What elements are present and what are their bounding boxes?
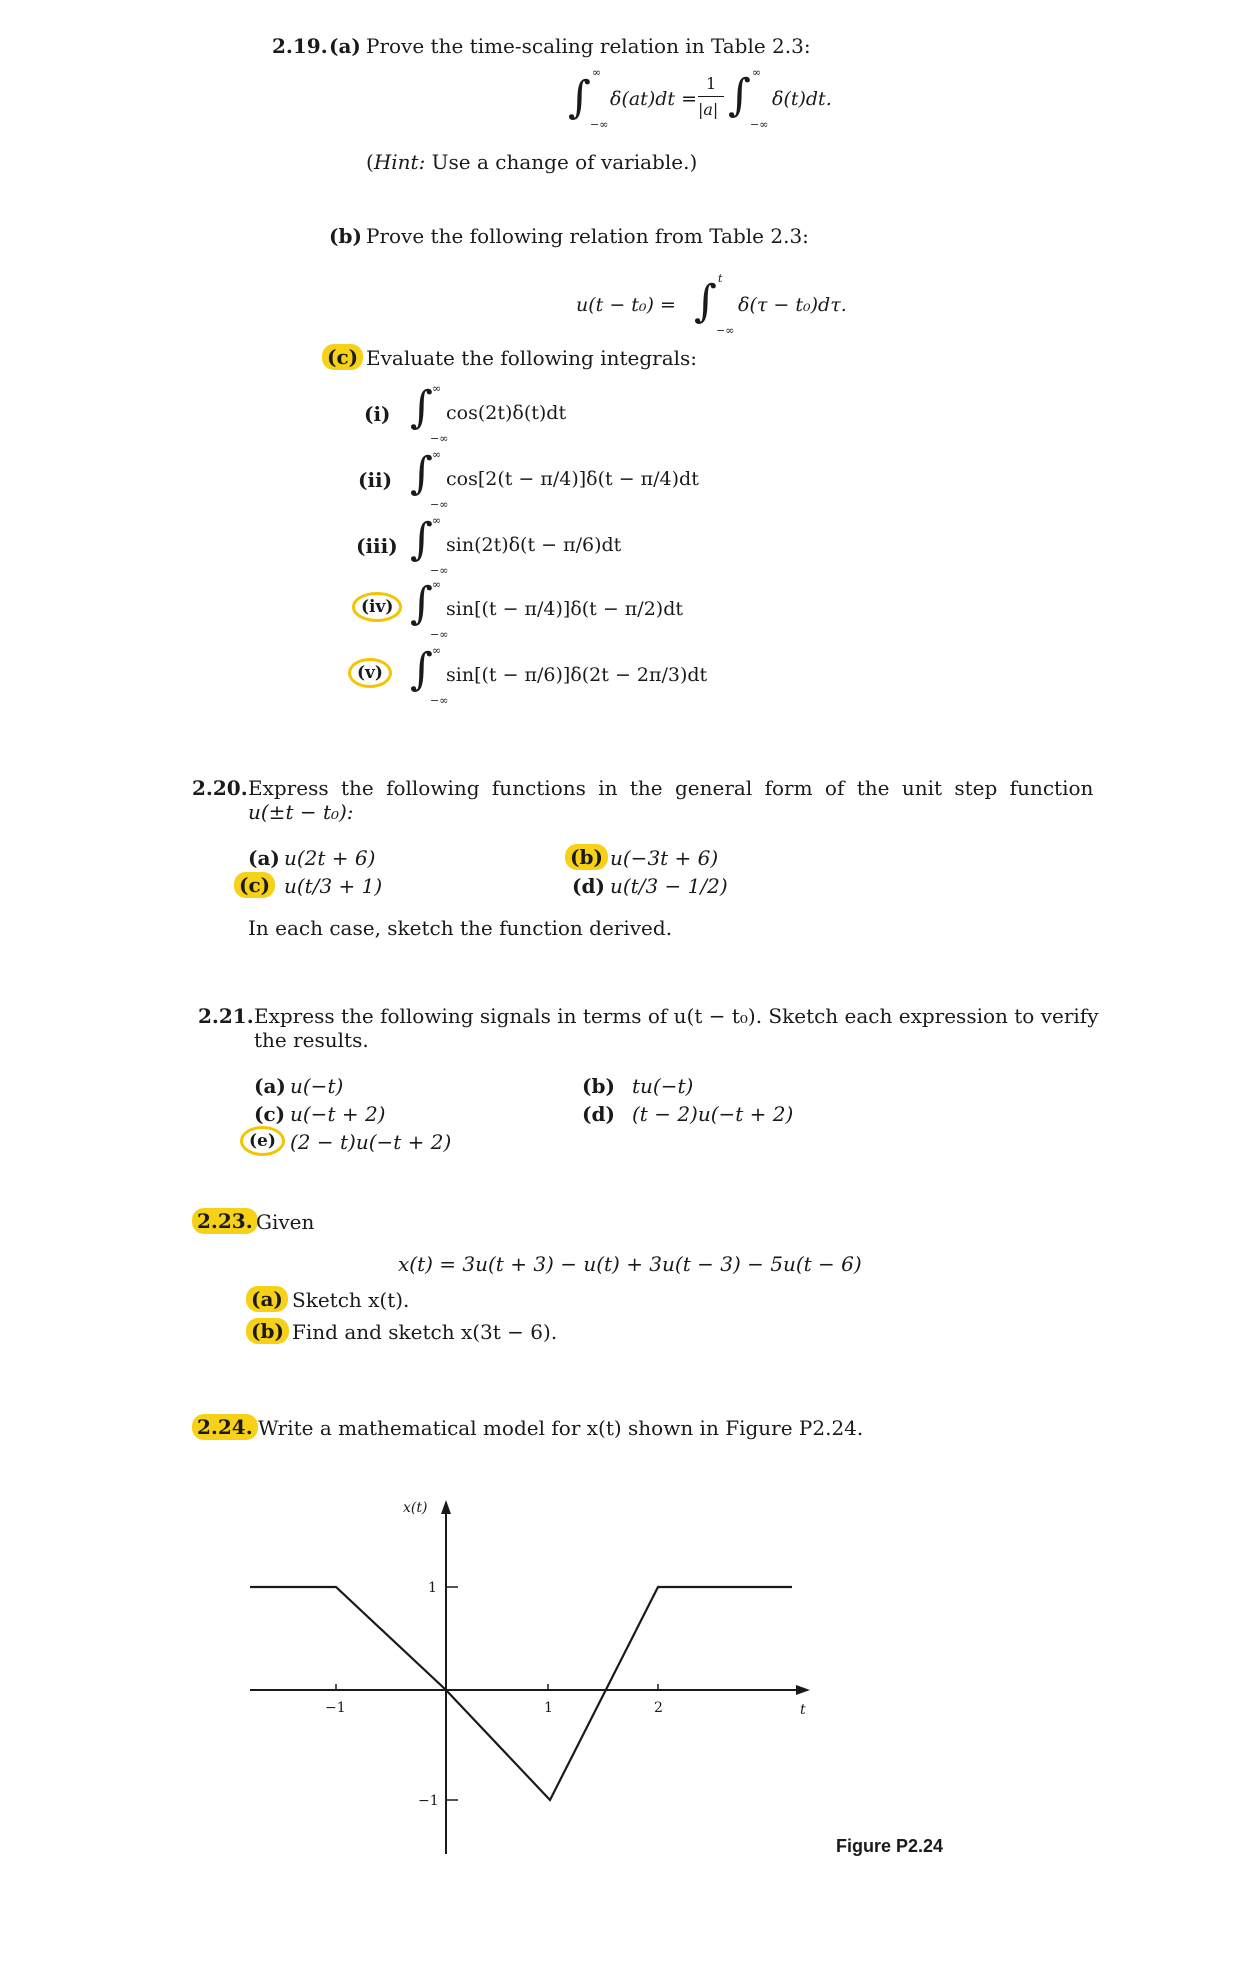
p220-a-label: (a) xyxy=(248,846,280,870)
integral-sign: ∫ xyxy=(410,644,433,695)
integral-sign: ∫ xyxy=(728,70,751,121)
problem-2-19-c-label: (c) xyxy=(322,344,363,370)
p221-e-label: (e) xyxy=(240,1126,285,1156)
p223-b-text: Find and sketch x(3t − 6). xyxy=(292,1320,558,1344)
integral-sign: ∫ xyxy=(410,448,433,499)
integral-expr: cos(2t)δ(t)dt xyxy=(446,402,567,424)
item-label: (i) xyxy=(364,402,391,426)
problem-2-19-b-text: Prove the following relation from Table 2.3: xyxy=(366,224,809,248)
p221-b-label: (b) xyxy=(582,1074,615,1098)
x-tick-label: −1 xyxy=(325,1700,346,1716)
integral-sign: ∫ xyxy=(568,72,591,123)
p221-d-expr: (t − 2)u(−t + 2) xyxy=(632,1102,794,1126)
frac-num: 1 xyxy=(706,74,717,93)
lower-limit: −∞ xyxy=(590,118,609,131)
problem-2-24-text: Write a mathematical model for x(t) shown in Figure P2.24. xyxy=(258,1416,864,1440)
p220-d-label: (d) xyxy=(572,874,605,898)
item-label: (iv) xyxy=(352,592,402,622)
y-tick-label: −1 xyxy=(418,1793,439,1809)
frac-den: |a| xyxy=(698,100,719,119)
integral-item: ∫ ∞ −∞ cos(2t)δ(t)dt xyxy=(410,382,567,445)
p221-c-label: (c) xyxy=(254,1102,286,1126)
p223-a-text: Sketch x(t). xyxy=(292,1288,410,1312)
problem-2-23-number: 2.23. xyxy=(192,1208,258,1234)
problem-2-19-a-label: (a) xyxy=(329,34,361,58)
item-label: (ii) xyxy=(358,468,393,492)
integral-expr: sin(2t)δ(t − π/6)dt xyxy=(446,534,622,556)
integral-expr: sin[(t − π/4)]δ(t − π/2)dt xyxy=(446,598,683,620)
problem-2-21-text: Express the following signals in terms of u(t − t₀). Sketch each expression to verify xyxy=(254,1004,1099,1028)
eq-right: δ(t)dt. xyxy=(772,88,832,110)
p221-a-expr: u(−t) xyxy=(290,1074,344,1098)
hint-text: Use a change of variable.) xyxy=(431,150,698,174)
p223-b-label: (b) xyxy=(246,1318,289,1344)
p220-a-expr: u(2t + 6) xyxy=(284,846,376,870)
eq-left: u(t − t₀) = xyxy=(576,294,676,316)
upper-limit: t xyxy=(718,272,723,285)
eq-left: δ(at)dt = xyxy=(610,88,697,110)
integral-item: ∫ ∞ −∞ sin[(t − π/6)]δ(2t − 2π/3)dt xyxy=(410,644,708,707)
integral-item: ∫ ∞ −∞ sin[(t − π/4)]δ(t − π/2)dt xyxy=(410,578,683,641)
x-axis-arrow xyxy=(796,1685,810,1695)
eq-right: δ(τ − t₀)dτ. xyxy=(738,294,847,316)
upper-limit: ∞ xyxy=(752,66,762,79)
problem-2-23-given: Given xyxy=(256,1210,315,1234)
signal-curve xyxy=(250,1587,792,1800)
p220-d-expr: u(t/3 − 1/2) xyxy=(610,874,728,898)
p221-d-label: (d) xyxy=(582,1102,615,1126)
integral-expr: sin[(t − π/6)]δ(2t − 2π/3)dt xyxy=(446,664,708,686)
p220-c-expr: u(t/3 + 1) xyxy=(284,874,383,898)
integral-sign: ∫ xyxy=(410,578,433,629)
problem-2-20-text-line2: u(±t − t₀): xyxy=(248,800,354,824)
problem-2-19-a-text: Prove the time-scaling relation in Table 2.3: xyxy=(366,34,811,58)
hint-word: Hint: xyxy=(373,150,426,174)
problem-2-19-c-text: Evaluate the following integrals: xyxy=(366,346,698,370)
figure-caption: Figure P2.24 xyxy=(836,1836,944,1856)
lower-limit: −∞ xyxy=(716,324,735,337)
p223-a-label: (a) xyxy=(246,1286,288,1312)
x-tick-label: 2 xyxy=(654,1700,663,1716)
p220-b-expr: u(−3t + 6) xyxy=(610,846,719,870)
integral-item: ∫ ∞ −∞ cos[2(t − π/4)]δ(t − π/4)dt xyxy=(410,448,699,511)
problem-2-20-text: Express the following functions in the general form of the unit step function xyxy=(248,776,1094,800)
y-tick-label: 1 xyxy=(428,1580,437,1596)
item-label: (iii) xyxy=(356,534,398,558)
integral-sign: ∫ xyxy=(410,514,433,565)
integral-sign: ∫ xyxy=(694,276,717,327)
p220-c-label: (c) xyxy=(234,872,275,898)
p221-c-expr: u(−t + 2) xyxy=(290,1102,386,1126)
y-axis-arrow xyxy=(441,1500,451,1514)
integral-expr: cos[2(t − π/4)]δ(t − π/4)dt xyxy=(446,468,699,490)
integral-item: ∫ ∞ −∞ sin(2t)δ(t − π/6)dt xyxy=(410,514,622,577)
integral-sign: ∫ xyxy=(410,382,433,433)
p221-e-expr: (2 − t)u(−t + 2) xyxy=(290,1130,452,1154)
problem-2-19-b-label: (b) xyxy=(329,224,362,248)
p221-b-expr: tu(−t) xyxy=(632,1074,694,1098)
item-label: (v) xyxy=(348,658,392,688)
problem-2-21-text-line2: the results. xyxy=(254,1028,369,1052)
lower-limit: −∞ xyxy=(750,118,769,131)
p220-b-label: (b) xyxy=(565,844,608,870)
problem-2-23-equation: x(t) = 3u(t + 3) − u(t) + 3u(t − 3) − 5u(t − 6) xyxy=(398,1252,862,1276)
y-axis-label: x(t) xyxy=(403,1500,428,1516)
problem-2-20-number: 2.20. xyxy=(192,776,248,800)
p220-sketch-note: In each case, sketch the function derived. xyxy=(248,916,673,940)
hint-line: (Hint: Use a change of variable.) xyxy=(366,150,698,174)
p221-a-label: (a) xyxy=(254,1074,286,1098)
x-axis-label: t xyxy=(800,1702,806,1718)
x-tick-label: 1 xyxy=(544,1700,553,1716)
problem-2-21-number: 2.21. xyxy=(198,1004,254,1028)
problem-2-19-number: 2.19. xyxy=(272,34,328,58)
problem-2-24-number: 2.24. xyxy=(192,1414,258,1440)
upper-limit: ∞ xyxy=(592,66,602,79)
